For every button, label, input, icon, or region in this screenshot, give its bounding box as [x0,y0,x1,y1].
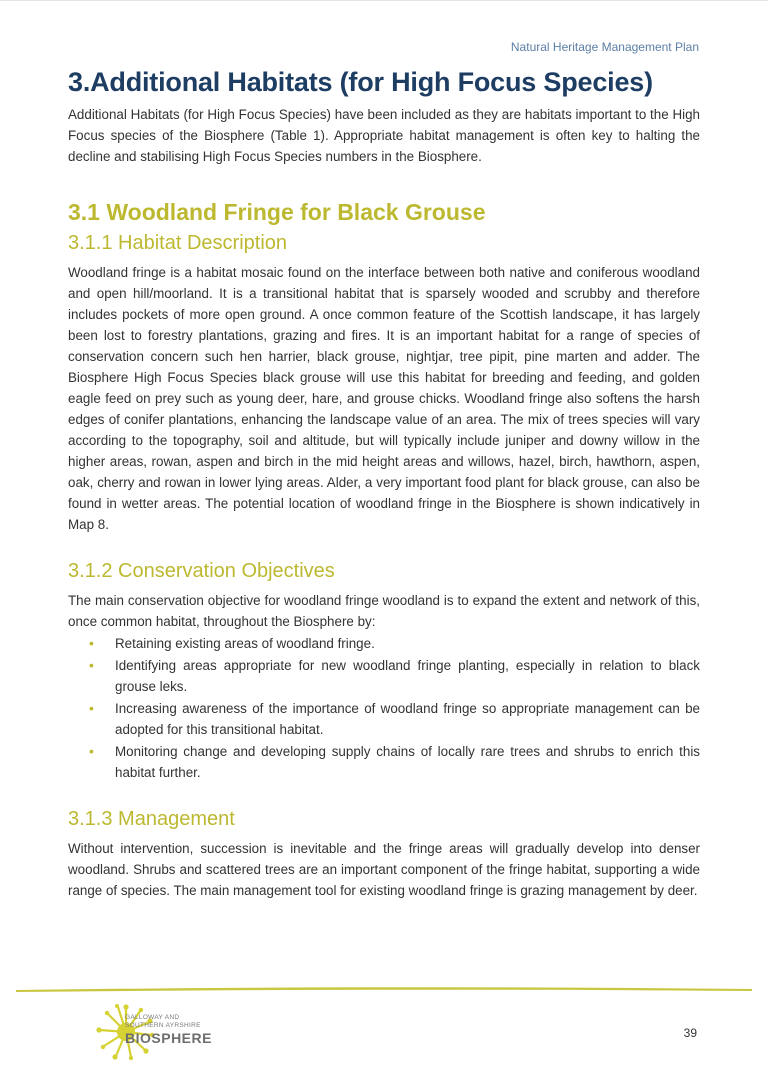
habitat-description-text: Woodland fringe is a habitat mosaic found on the interface between both native and coniferous woodland and open hill/moorland. It is a transitional habitat that is sparsely wooded and scrubby and therefore includes pockets of more open ground. A once common feature of the Scottish landscape, it has largely been lost to forestry plantations, grazing and fires. It is an important habitat for a range of species of conservation concern such hen harrier, black grouse, nightjar, tree pipit, pine marten and adder. The Biosphere High Focus Species black grouse will use this habitat for breeding and feeding, and golden eagle feed on prey such as young deer, hare, and grouse chicks. Woodland fringe also softens the harsh edges of conifer plantations, enhancing the landscape value of an area. The mix of trees species will vary according to the topography, soil and altitude, but will typically include juniper and downy willow in the higher areas, rowan, aspen and birch in the mid height areas and willows, hazel, birch, hawthorn, aspen, oak, cherry and rowan in lower lying areas. Alder, a very important food plant for black grouse, can also be found in wetter areas. The potential location of woodland fringe in the Biosphere is shown indicatively in Map 8. [68,265,700,532]
page-number: 39 [683,1026,697,1040]
list-item [68,698,700,740]
list-item-text: Identifying areas appropriate for new woodland fringe planting, especially in relation to black grouse leks. [115,658,700,694]
bullet-icon: • [89,743,94,759]
logo-line-2: SOUTHERN AYRSHIRE [125,1022,201,1029]
bullet-icon: • [89,657,94,673]
list-item-text: Increasing awareness of the importance of woodland fringe so appropriate management can be adopted for this transitional habitat. [115,701,700,737]
list-item-text: Monitoring change and developing supply chains of locally rare trees and shrubs to enrich this habitat further. [115,744,700,780]
objectives-list [68,633,700,783]
section-intro: Additional Habitats (for High Focus Species) have been included as they are habitats important to the High Focus species of the Biosphere (Table 1). Appropriate habitat management is often key to halting the decline and stabilising High Focus Species numbers in the Biosphere. [68,107,700,164]
section-title: 3.Additional Habitats (for High Focus Species) [68,67,653,97]
logo-line-3: BIOSPHERE [125,1030,212,1046]
page-content [68,64,700,901]
running-header: Natural Heritage Management Plan [510,40,699,54]
logo-line-1: GALLOWAY AND [125,1014,180,1021]
management-text: Without intervention, succession is inevitable and the fringe areas will gradually develop into denser woodland. Shrubs and scattered trees are an important component of the fringe habitat, supporting a wide range of species. The main management tool for existing woodland fringe is grazing management by deer. [68,841,700,898]
conservation-objectives-heading: 3.1.2 Conservation Objectives [68,560,335,582]
bullet-icon: • [89,700,94,716]
list-item [68,741,700,783]
list-item-text: Retaining existing areas of woodland fringe. [115,636,375,651]
list-item [68,633,700,654]
habitat-description-heading: 3.1.1 Habitat Description [68,232,288,254]
logo-wordmark [125,1014,212,1046]
top-border [0,0,768,1]
bullet-icon: • [89,635,94,651]
subsection-title: 3.1 Woodland Fringe for Black Grouse [68,199,486,225]
conservation-objectives-intro: The main conservation objective for woodland fringe woodland is to expand the extent and network of this, once common habitat, throughout the Biosphere by: [68,593,700,629]
list-item [68,655,700,697]
management-heading: 3.1.3 Management [68,808,235,830]
footer-divider [16,984,752,994]
